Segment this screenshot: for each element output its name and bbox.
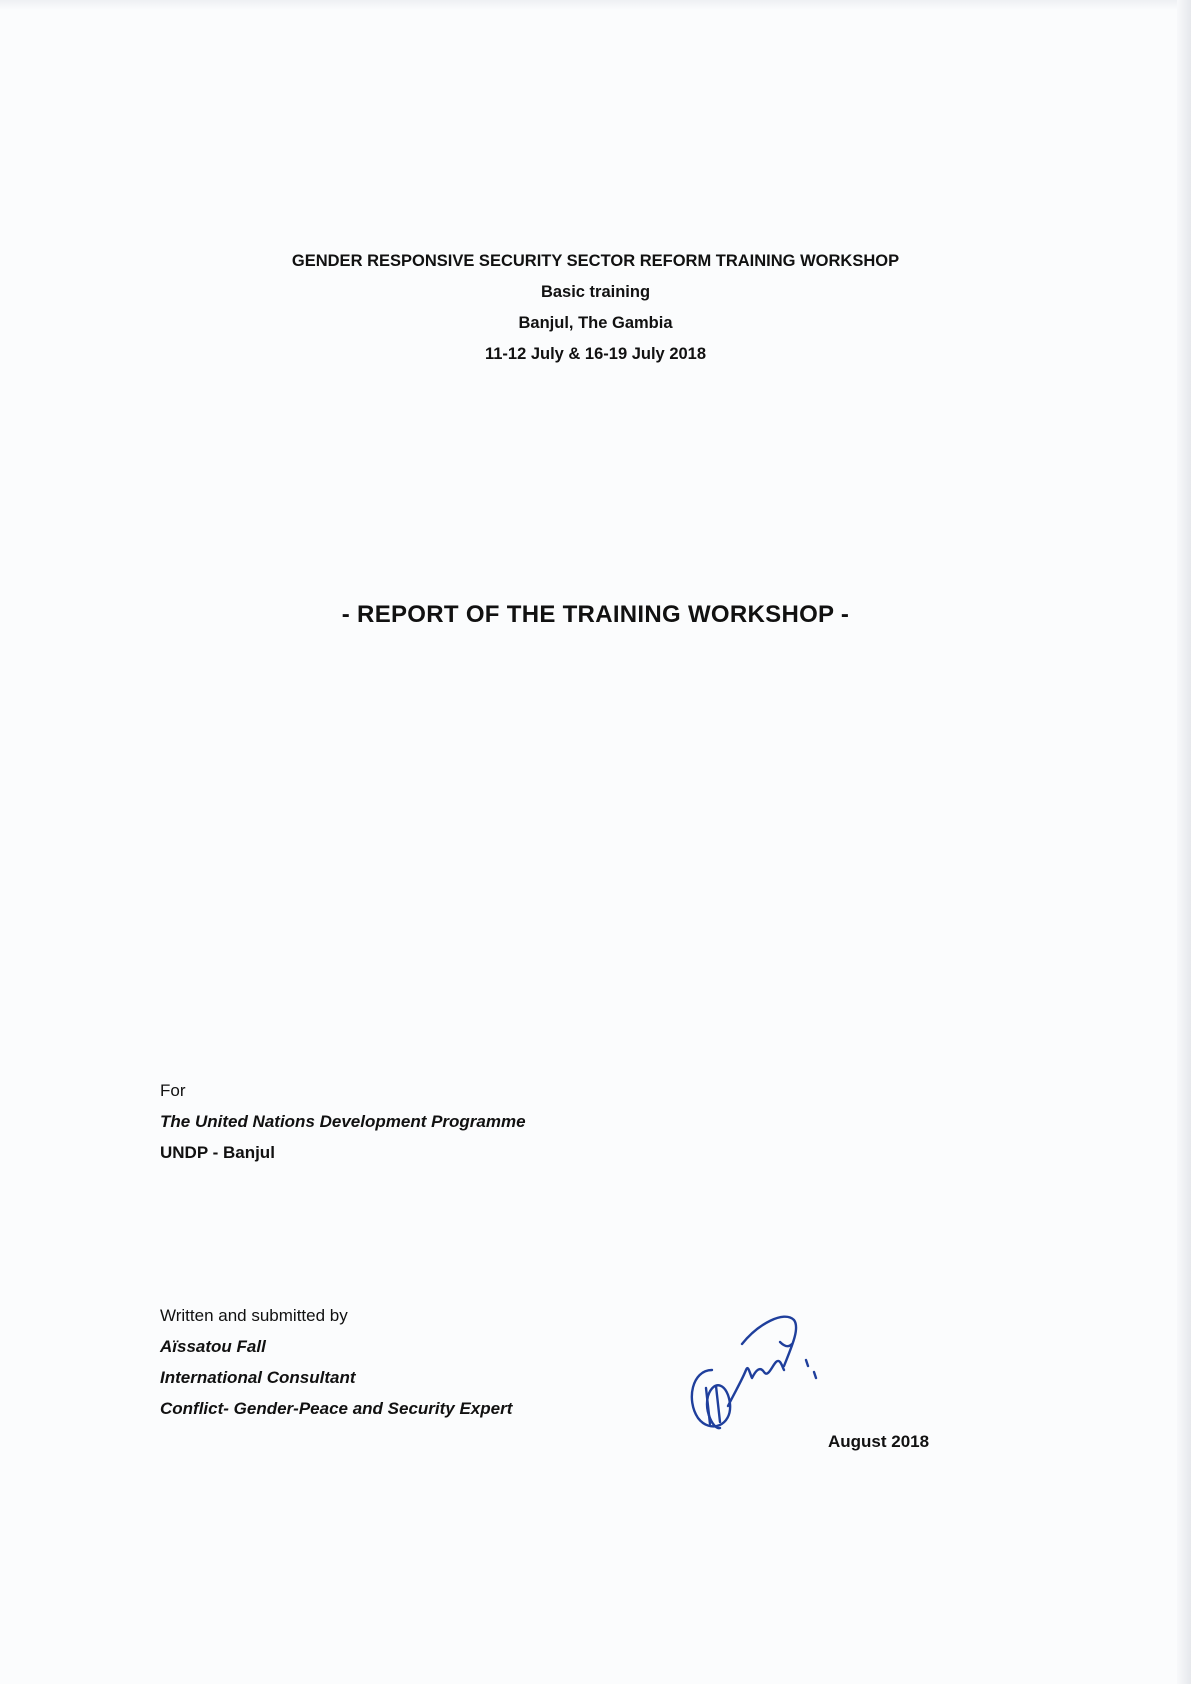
- workshop-header: [0, 246, 1191, 370]
- recipient-organization: The United Nations Development Programme: [160, 1112, 526, 1131]
- recipient-block: [160, 1075, 526, 1168]
- author-expertise: Conflict- Gender-Peace and Security Expert: [160, 1399, 513, 1418]
- author-intro: Written and submitted by: [160, 1306, 348, 1325]
- scan-shadow-top: [0, 0, 1191, 10]
- signature-icon: [680, 1300, 830, 1440]
- author-name: Aïssatou Fall: [160, 1337, 266, 1356]
- recipient-office: UNDP - Banjul: [160, 1143, 275, 1162]
- workshop-dates: 11-12 July & 16-19 July 2018: [484, 345, 707, 363]
- author-role: International Consultant: [160, 1368, 356, 1387]
- workshop-location: Banjul, The Gambia: [518, 314, 673, 332]
- for-label: For: [160, 1081, 186, 1100]
- report-title: - REPORT OF THE TRAINING WORKSHOP -: [341, 601, 850, 628]
- author-block: [160, 1300, 512, 1424]
- report-date: August 2018: [828, 1432, 930, 1451]
- training-type: Basic training: [540, 283, 651, 301]
- workshop-name: GENDER RESPONSIVE SECURITY SECTOR REFORM TRAINING WORKSHOP: [291, 252, 900, 270]
